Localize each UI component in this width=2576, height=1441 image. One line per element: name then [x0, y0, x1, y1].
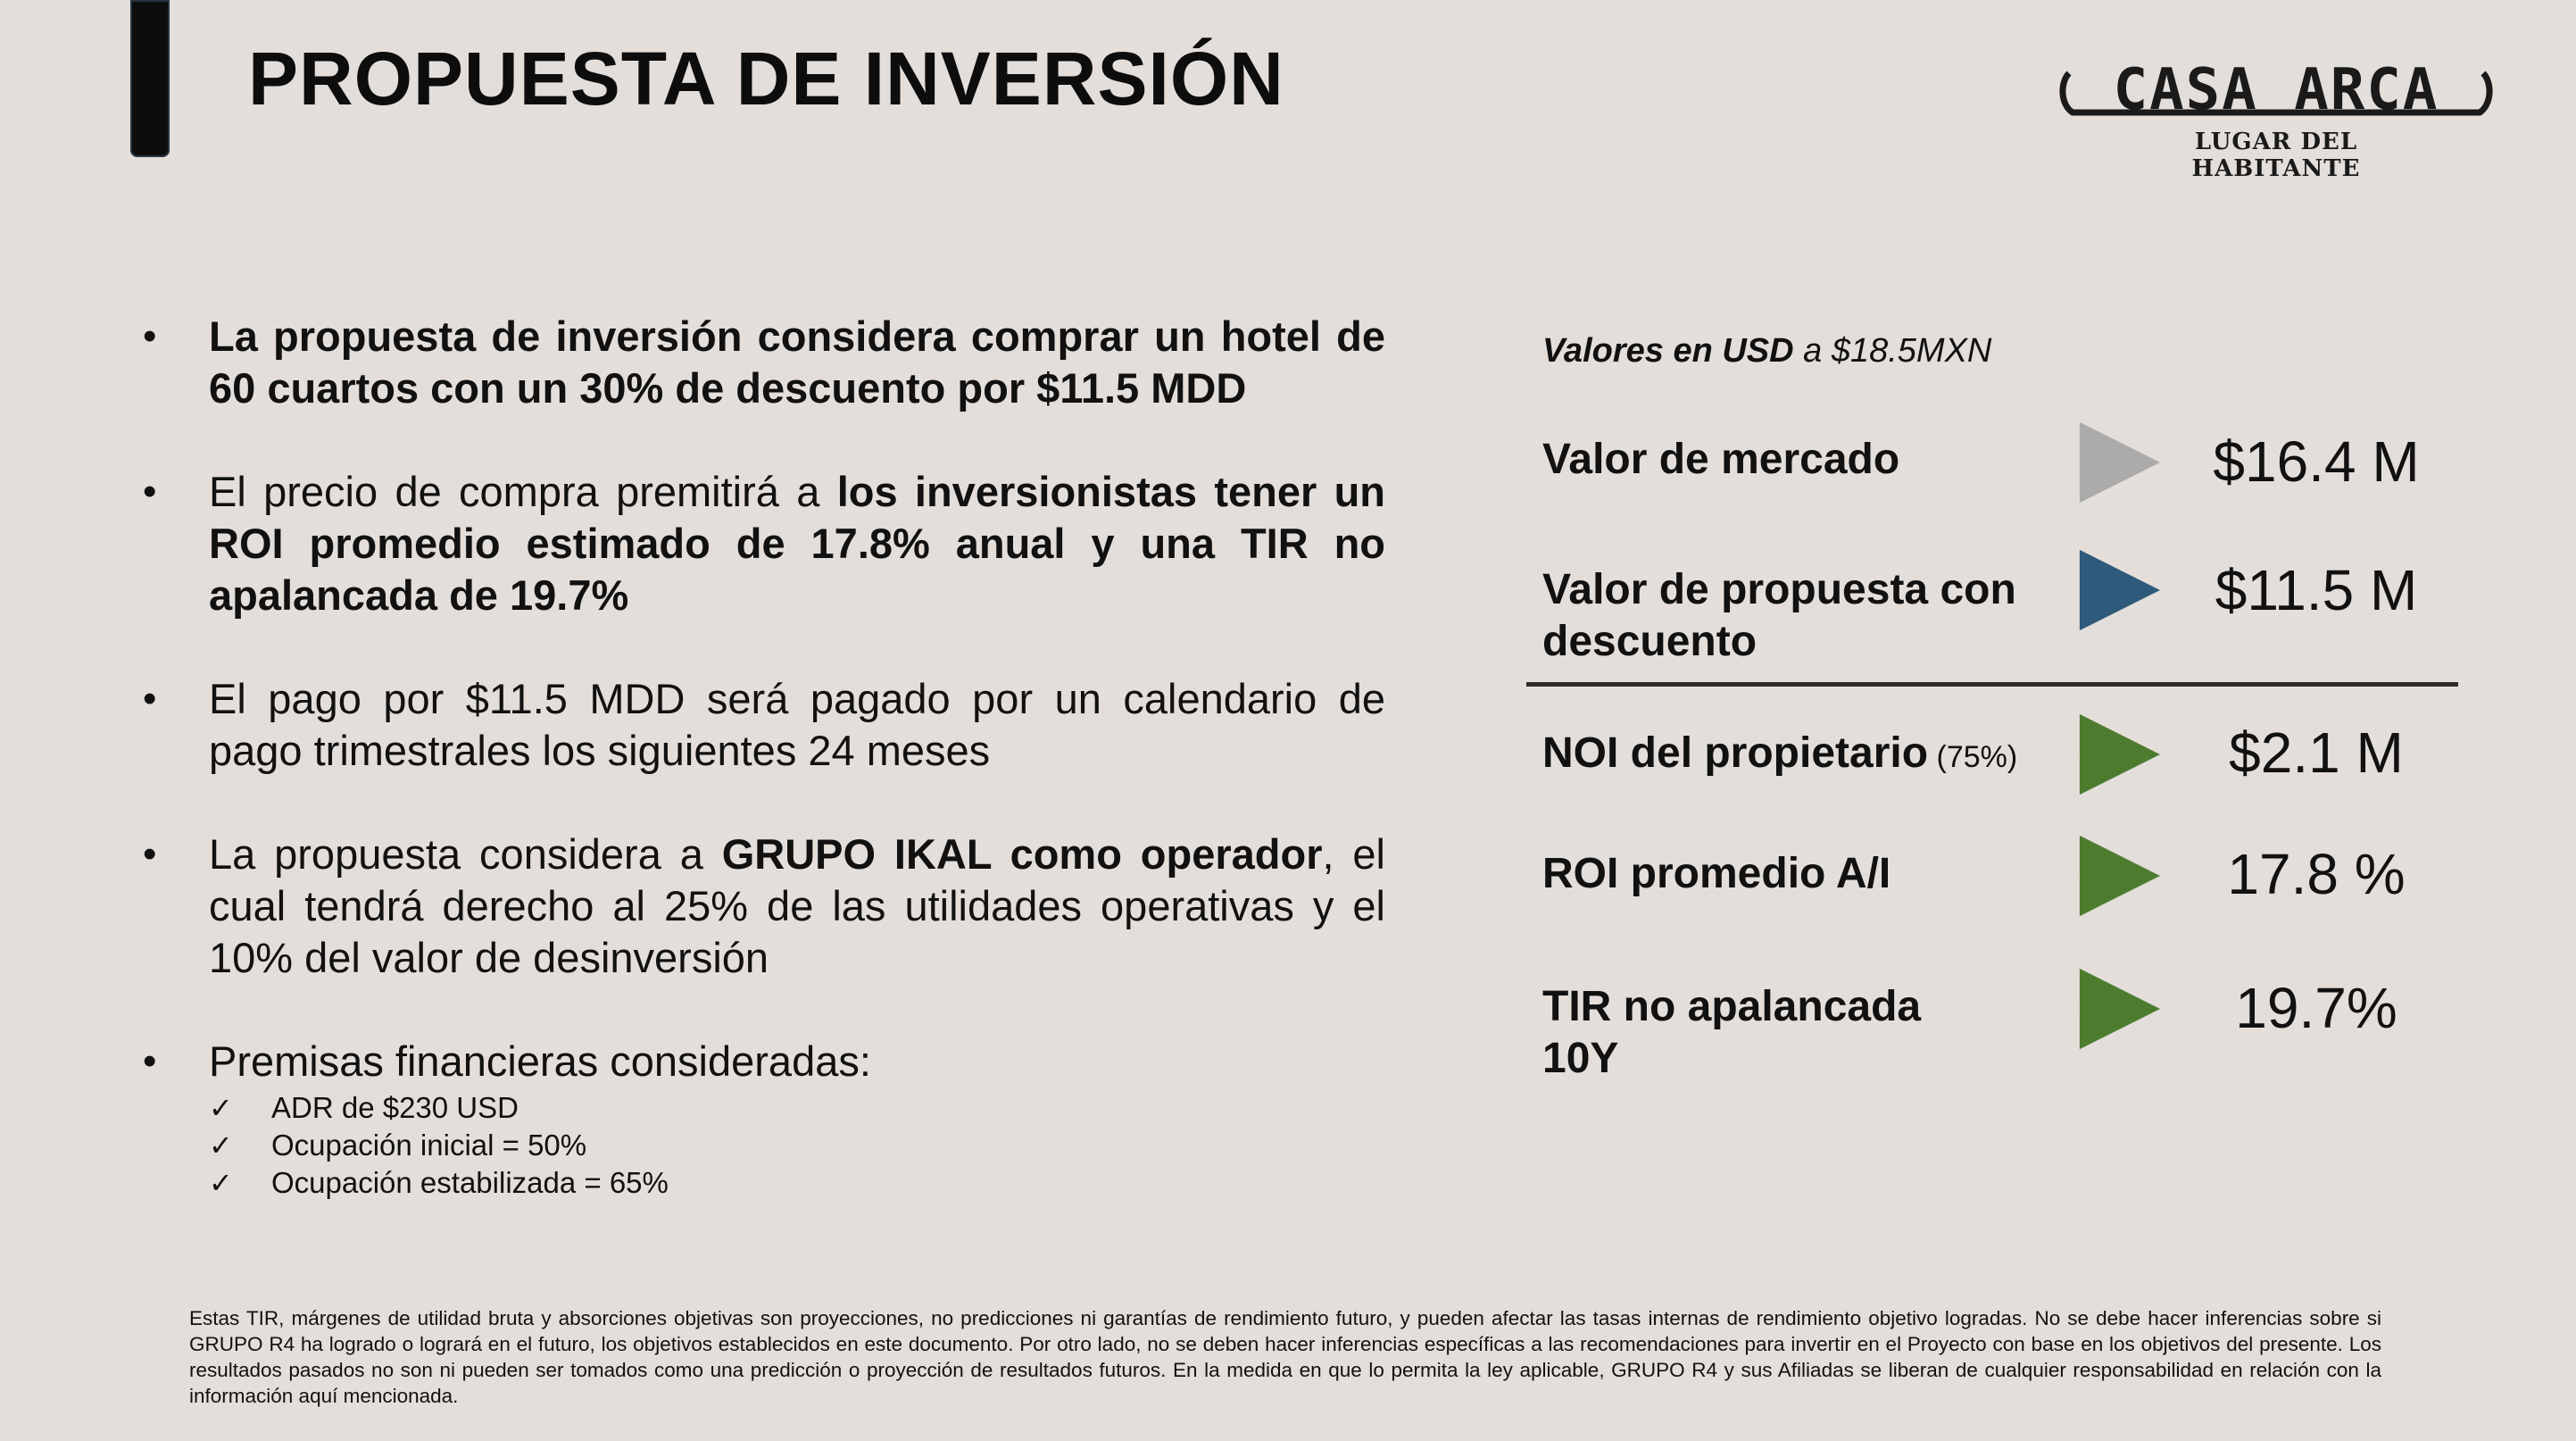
bullet-text: El pago por $11.5 MDD será pagado por un calendario de pago trimestrales los siguientes 24 meses — [209, 675, 1385, 774]
values-caption — [1542, 332, 1991, 371]
triangle-right-icon — [2076, 965, 2164, 1053]
bullet-item — [143, 466, 1385, 621]
page-title: PROPUESTA DE INVERSIÓN — [248, 37, 1284, 121]
metric-label-text: ROI promedio A/I — [1542, 850, 1891, 897]
premise-item: ✓ Ocupación inicial = 50% — [209, 1127, 1385, 1164]
caption-bold: Valores en USD — [1542, 332, 1794, 370]
caption-rate: a $18.5MXN — [1793, 332, 1992, 370]
metric-label-roi — [1542, 848, 2069, 900]
casa-arca-logo — [2053, 55, 2499, 182]
metric-value-valor-propuesta: $11.5 M — [2215, 558, 2418, 622]
bullet-text-bold: GRUPO IKAL como operador — [721, 830, 1323, 878]
premises-list — [209, 1089, 1385, 1202]
metric-value-valor-mercado: $16.4 M — [2213, 429, 2420, 494]
bullet-text: El precio de compra premitirá a — [209, 468, 837, 515]
bullet-item — [143, 311, 1385, 414]
investment-bullets — [143, 311, 1385, 1202]
metric-value-roi: 17.8 % — [2227, 842, 2406, 906]
metric-value-tir: 19.7% — [2235, 976, 2397, 1040]
triangle-right-icon — [2076, 419, 2164, 506]
logo-tagline: LUGAR DEL HABITANTE — [2191, 129, 2361, 182]
panel-divider — [1526, 682, 2458, 687]
bullet-item-premises — [143, 1036, 1385, 1202]
bullet-item — [143, 673, 1385, 777]
bullet-item — [143, 829, 1385, 984]
metric-label-noi — [1542, 728, 2069, 783]
bullet-text: La propuesta considera a — [209, 830, 722, 878]
metric-label-note: (75%) — [1928, 740, 2018, 774]
metric-label-valor-propuesta — [1542, 564, 2069, 668]
metric-label-text: TIR no apalancada 10Y — [1542, 983, 1922, 1082]
metric-label-tir — [1542, 981, 1953, 1085]
metric-label-valor-mercado — [1542, 434, 2069, 486]
metric-label-text: NOI del propietario — [1542, 729, 1929, 777]
triangle-right-icon — [2076, 546, 2164, 634]
legal-disclaimer: Estas TIR, márgenes de utilidad bruta y absorciones objetivas son proyecciones, no predicciones ni garantías de rendimiento futuro, y pueden afectar las tasas internas de rendimiento objetivo logradas. No se debe hacer inferencias sobre si GRUPO R4 ha logrado o logrará en el futuro, los objetivos establecidos en este documento. Por otro lado, no se deben hacer inferencias específicas a las recomendaciones para invertir en el Proyecto con base en los objetivos del presente. Los resultados pasados no son ni pueden ser tomados como una predicción o proyección de resultados futuros. En la medida en que lo permita la ley aplicable, GRUPO R4 y sus Afiliadas se liberan de cualquier responsabilidad en relación con la información aquí mencionada. — [189, 1307, 2381, 1407]
premise-item: ✓ Ocupación estabilizada = 65% — [209, 1164, 1385, 1202]
metric-label-text: Valor de mercado — [1542, 436, 1900, 483]
bullet-text-bold: los inversionistas tener un ROI promedio estimado de 17.8% anual y una TIR no apalancada de 19.7% — [209, 468, 1385, 619]
triangle-right-icon — [2076, 711, 2164, 798]
metric-value-noi: $2.1 M — [2229, 720, 2404, 785]
premise-item: ✓ ADR de $230 USD — [209, 1089, 1385, 1127]
metric-label-text: Valor de propuesta con descuento — [1542, 566, 2016, 665]
bullet-text: , el cual tendrá derecho al 25% de las utilidades operativas y el 10% del valor de desinversión — [209, 830, 1386, 981]
logo-name: CASA ARCA — [2113, 57, 2439, 123]
triangle-right-icon — [2076, 832, 2164, 920]
bullet-text: La propuesta de inversión considera comprar un hotel de 60 cuartos con un 30% de descuento por $11.5 MDD — [209, 312, 1385, 412]
premises-title: Premisas financieras consideradas: — [209, 1037, 871, 1085]
title-accent-bar — [130, 0, 170, 157]
